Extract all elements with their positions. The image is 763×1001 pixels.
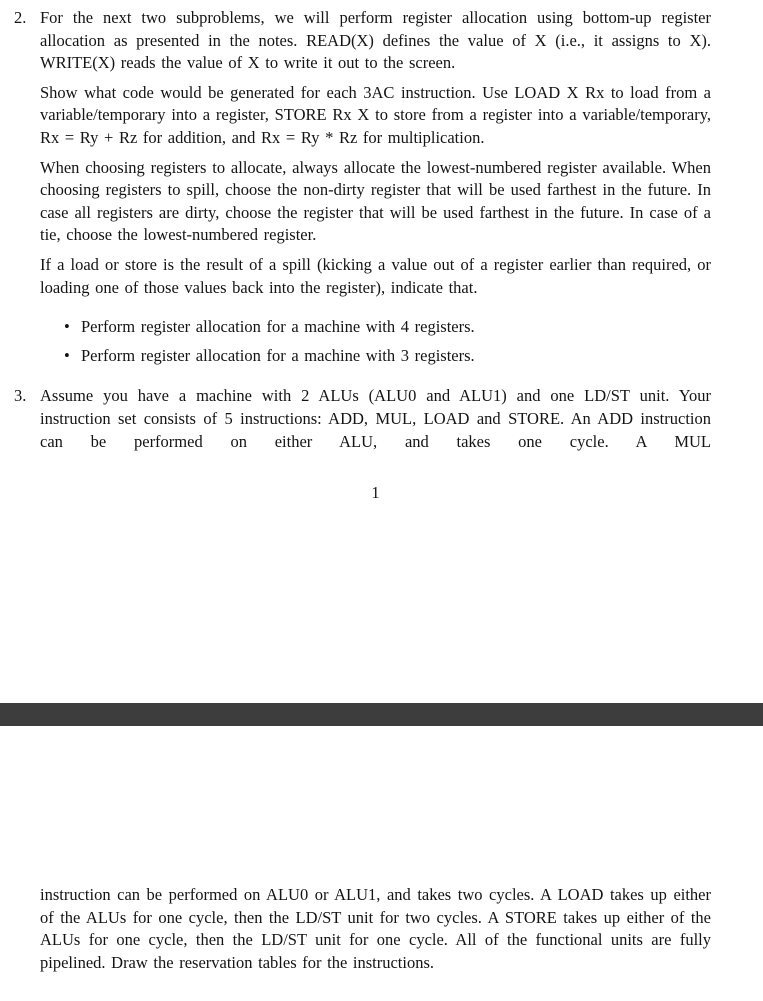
problem-2-paragraph-1: For the next two subproblems, we will perform register allocation using bottom-up register allocation as presented in the notes. READ(X) defines the value of X (i.e., it assigns to X). WRITE(X) reads the value of X to write it out to the screen. xyxy=(40,8,711,73)
bullet-icon: • xyxy=(64,317,70,337)
problem-2-number: 2. xyxy=(14,8,27,27)
bullet-text: Perform register allocation for a machine with 4 registers. xyxy=(81,317,475,337)
bullet-text: Perform register allocation for a machine with 3 registers. xyxy=(81,345,475,365)
problem-3-paragraph-1: Assume you have a machine with 2 ALUs (ALU0 and ALU1) and one LD/ST unit. Your instruction set consists of 5 instructions: ADD, MUL, LOAD and STORE. An ADD instruction can be performed on either ALU, and takes one cycle. A MUL xyxy=(40,386,711,451)
problem-3-number: 3. xyxy=(14,386,27,406)
bullet-item-3-registers xyxy=(64,345,711,368)
problem-2 xyxy=(14,7,711,367)
page-2 xyxy=(0,726,763,1001)
problem-3 xyxy=(14,385,711,453)
page-number: 1 xyxy=(371,483,380,503)
page-separator xyxy=(0,703,763,726)
problem-2-paragraph-3: When choosing registers to allocate, always allocate the lowest-numbered register available. When choosing registers to spill, choose the non-dirty register that will be used farthest in the future. In case all registers are dirty, choose the register that will be used farthest in the future. In case of a tie, choose the lowest-numbered register. xyxy=(40,157,711,245)
problem-2-paragraph-4: If a load or store is the result of a spill (kicking a value out of a register earlier than required, or loading one of those values back into the register), indicate that. xyxy=(40,254,711,297)
bullet-icon: • xyxy=(64,345,70,365)
problem-2-paragraph-2: Show what code would be generated for each 3AC instruction. Use LOAD X Rx to load from a variable/temporary into a register, STORE Rx X to store from a register into a variable/temporary, Rx = Ry + Rz for addition, and Rx = Ry * Rz for multiplication. xyxy=(40,82,711,147)
bullet-item-4-registers xyxy=(64,316,711,339)
problem-2-bullet-list xyxy=(40,316,711,367)
continuation-paragraph: instruction can be performed on ALU0 or ALU1, and takes two cycles. A LOAD takes up either of the ALUs for one cycle, then the LD/ST unit for two cycles. A STORE takes up either of the ALUs for one cycle, then the LD/ST unit for one cycle. All of the functional units are fully pipelined. Draw the reservation tables for the instructions. xyxy=(40,885,711,972)
